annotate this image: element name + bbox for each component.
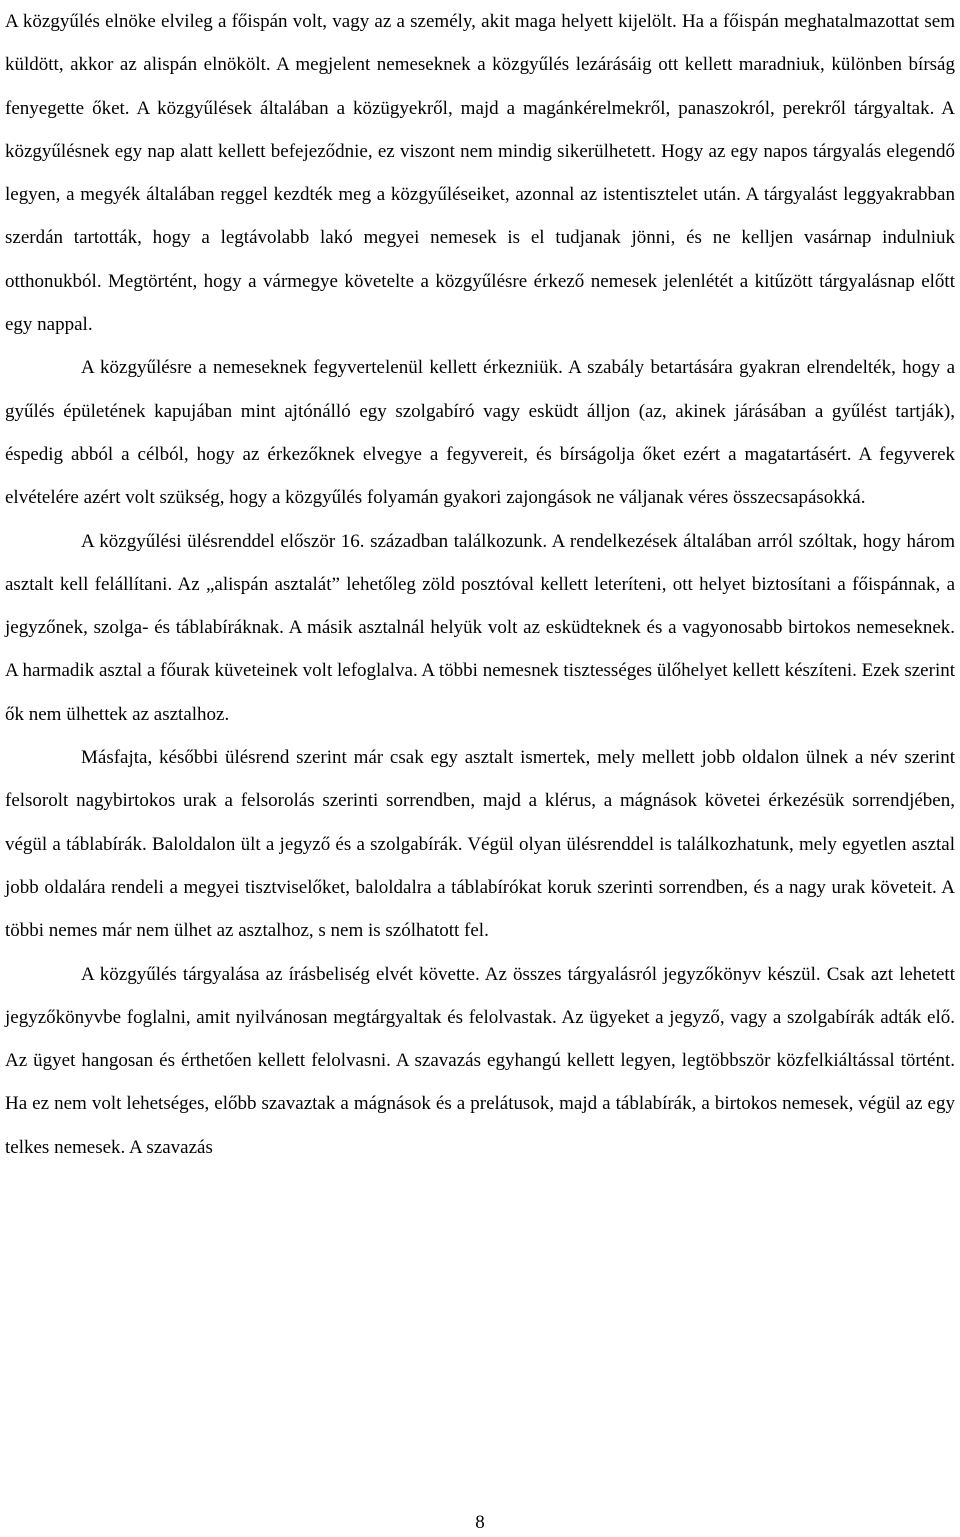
document-page: [5, 0, 955, 1169]
paragraph-3: A közgyűlési ülésrenddel először 16. században találkozunk. A rendelkezések általában arról szóltak, hogy három asztalt kell felállítani. Az „alispán asztalát” lehetőleg zöld posztóval kellett leteríteni, ott helyet biztosítani a főispánnak, a jegyzőnek, szolga- és táblabíráknak. A másik asztalnál helyük volt az esküdteknek és a vagyonosabb birtokos nemeseknek. A harmadik asztal a főurak küveteinek volt lefoglalva. A többi nemesnek tisztességes ülőhelyet kellett készíteni. Ezek szerint ők nem ülhettek az asztalhoz.: [5, 530, 955, 725]
paragraph-5: A közgyűlés tárgyalása az írásbeliség elvét követte. Az összes tárgyalásról jegyzőkönyv készül. Csak azt lehetett jegyzőkönyvbe foglalni, amit nyilvánosan megtárgyaltak és felolvastak. Az ügyeket a jegyző, vagy a szolgabírák adták elő. Az ügyet hangosan és érthetően kellett felolvasni. A szavazás egyhangú kellett legyen, legtöbbször közfelkiáltással történt. Ha ez nem volt lehetséges, előbb szavaztak a mágnások és a prelátusok, majd a táblabírák, a birtokos nemesek, végül az egy telkes nemesek. A szavazás: [5, 963, 955, 1158]
paragraph-2: A közgyűlésre a nemeseknek fegyvertelenül kellett érkezniük. A szabály betartására gyakran elrendelték, hogy a gyűlés épületének kapujában mint ajtónálló egy szolgabíró vagy esküdt álljon (az, akinek járásában a gyűlést tartják), éspedig abból a célból, hogy az érkezőknek elvegye a fegyvereit, és bírságolja őket ezért a magatartásért. A fegyverek elvételére azért volt szükség, hogy a közgyűlés folyamán gyakori zajongások ne váljanak véres összecsapásokká.: [5, 357, 955, 509]
paragraph-4: Másfajta, későbbi ülésrend szerint már csak egy asztalt ismertek, mely mellett jobb oldalon ülnek a név szerint felsorolt nagybirtokos urak a felsorolás szerinti sorrendben, majd a klérus, a mágnások követei érkezésük sorrendjében, végül a táblabírák. Baloldalon ült a jegyző és a szolgabírák. Végül olyan ülésrenddel is találkozhatunk, mely egyetlen asztal jobb oldalára rendeli a megyei tisztviselőket, baloldalra a táblabírókat koruk szerinti sorrendben, és a nagy urak követeit. A többi nemes már nem ülhet az asztalhoz, s nem is szólhatott fel.: [5, 747, 955, 942]
paragraph-1: A közgyűlés elnöke elvileg a főispán volt, vagy az a személy, akit maga helyett kijelölt. Ha a főispán meghatalmazottat sem küldött, akkor az alispán elnökölt. A megjelent nemeseknek a közgyűlés lezárásáig ott kellett maradniuk, különben bírság fenyegette őket. A közgyűlések általában a közügyekről, majd a magánkérelmekről, panaszokról, perekről tárgyaltak. A közgyűlésnek egy nap alatt kellett befejeződnie, ez viszont nem mindig sikerülhetett. Hogy az egy napos tárgyalás elegendő legyen, a megyék általában reggel kezdték meg a közgyűléseiket, azonnal az istentisztelet után. A tárgyalást leggyakrabban szerdán tartották, hogy a legtávolabb lakó megyei nemesek is el tudjanak jönni, és ne kelljen vasárnap indulniuk otthonukból. Megtörtént, hogy a vármegye követelte a közgyűlésre érkező nemesek jelenlétét a kitűzött tárgyalásnap előtt egy nappal.: [5, 11, 955, 336]
page-number: 8: [475, 1512, 485, 1533]
